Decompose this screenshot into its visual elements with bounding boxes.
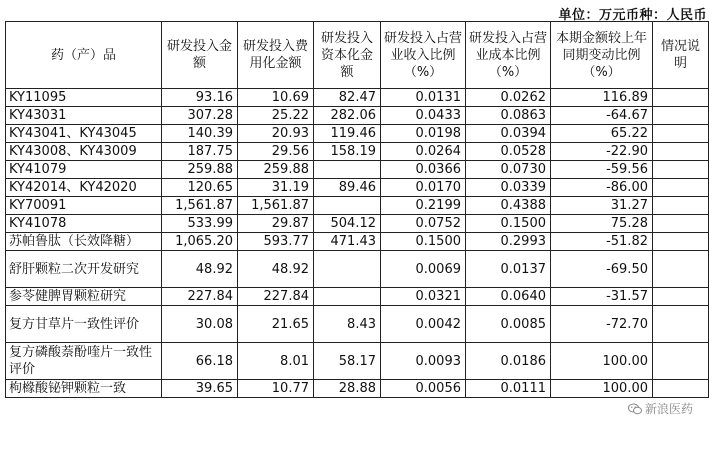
header-rd-expensed: 研发投入费用化金额 bbox=[238, 22, 314, 89]
cell-rd-capitalized: 89.46 bbox=[314, 179, 381, 197]
table-row bbox=[6, 161, 709, 179]
cell-rd-expensed: 29.87 bbox=[238, 215, 314, 233]
rd-investment-table bbox=[5, 21, 709, 398]
cell-product-name: 参苓健脾胃颗粒研究 bbox=[6, 288, 162, 306]
watermark-text: 新浪医药 bbox=[644, 402, 693, 416]
cell-cost-ratio: 0.0111 bbox=[466, 380, 551, 398]
header-cost-ratio: 研发投入占营业成本比例（%） bbox=[466, 22, 551, 89]
cell-yoy-change: 75.28 bbox=[551, 215, 653, 233]
cell-rd-expensed: 21.65 bbox=[238, 306, 314, 343]
cell-cost-ratio: 0.0339 bbox=[466, 179, 551, 197]
cell-note bbox=[653, 380, 709, 398]
cell-yoy-change: -86.00 bbox=[551, 179, 653, 197]
cell-yoy-change: 65.22 bbox=[551, 125, 653, 143]
header-product: 药（产）品 bbox=[6, 22, 162, 89]
table-row bbox=[6, 143, 709, 161]
cell-product-name: KY41078 bbox=[6, 215, 162, 233]
cell-revenue-ratio: 0.0170 bbox=[381, 179, 466, 197]
cell-rd-capitalized: 28.88 bbox=[314, 380, 381, 398]
cell-product-name: KY70091 bbox=[6, 197, 162, 215]
cell-product-name: KY41079 bbox=[6, 161, 162, 179]
cell-rd-total: 120.65 bbox=[162, 179, 238, 197]
cell-note bbox=[653, 197, 709, 215]
table-row bbox=[6, 89, 709, 107]
table-row bbox=[6, 343, 709, 380]
cell-product-name: KY11095 bbox=[6, 89, 162, 107]
cell-rd-total: 259.88 bbox=[162, 161, 238, 179]
cell-cost-ratio: 0.0085 bbox=[466, 306, 551, 343]
cell-cost-ratio: 0.0640 bbox=[466, 288, 551, 306]
cell-rd-total: 187.75 bbox=[162, 143, 238, 161]
header-yoy-change: 本期金额较上年同期变动比例（%） bbox=[551, 22, 653, 89]
cell-rd-total: 93.16 bbox=[162, 89, 238, 107]
cell-rd-expensed: 259.88 bbox=[238, 161, 314, 179]
cell-yoy-change: -31.57 bbox=[551, 288, 653, 306]
header-rd-capitalized: 研发投入资本化金额 bbox=[314, 22, 381, 89]
cell-note bbox=[653, 288, 709, 306]
cell-revenue-ratio: 0.0321 bbox=[381, 288, 466, 306]
cell-note bbox=[653, 89, 709, 107]
cell-product-name: 复方甘草片一致性评价 bbox=[6, 306, 162, 343]
cell-rd-expensed: 593.77 bbox=[238, 233, 314, 251]
table-row bbox=[6, 125, 709, 143]
cell-note bbox=[653, 179, 709, 197]
cell-cost-ratio: 0.0262 bbox=[466, 89, 551, 107]
table-row bbox=[6, 288, 709, 306]
cell-note bbox=[653, 233, 709, 251]
cell-revenue-ratio: 0.0069 bbox=[381, 251, 466, 288]
unit-currency-line: 单位：万元币种：人民币 bbox=[558, 8, 707, 23]
cell-product-name: 舒肝颗粒二次开发研究 bbox=[6, 251, 162, 288]
cell-yoy-change: -51.82 bbox=[551, 233, 653, 251]
cell-rd-expensed: 10.69 bbox=[238, 89, 314, 107]
cell-rd-total: 30.08 bbox=[162, 306, 238, 343]
cell-note bbox=[653, 251, 709, 288]
cell-revenue-ratio: 0.2199 bbox=[381, 197, 466, 215]
cell-revenue-ratio: 0.1500 bbox=[381, 233, 466, 251]
cell-yoy-change: -22.90 bbox=[551, 143, 653, 161]
cell-rd-expensed: 227.84 bbox=[238, 288, 314, 306]
cell-rd-expensed: 8.01 bbox=[238, 343, 314, 380]
cell-yoy-change: 100.00 bbox=[551, 343, 653, 380]
cell-rd-total: 1,561.87 bbox=[162, 197, 238, 215]
cell-cost-ratio: 0.2993 bbox=[466, 233, 551, 251]
cell-revenue-ratio: 0.0264 bbox=[381, 143, 466, 161]
cell-cost-ratio: 0.0730 bbox=[466, 161, 551, 179]
cell-rd-expensed: 1,561.87 bbox=[238, 197, 314, 215]
cell-rd-capitalized bbox=[314, 197, 381, 215]
cell-rd-capitalized: 119.46 bbox=[314, 125, 381, 143]
cell-cost-ratio: 0.0528 bbox=[466, 143, 551, 161]
cell-rd-total: 533.99 bbox=[162, 215, 238, 233]
cell-note bbox=[653, 107, 709, 125]
cell-rd-total: 66.18 bbox=[162, 343, 238, 380]
cell-rd-total: 48.92 bbox=[162, 251, 238, 288]
cell-rd-capitalized: 58.17 bbox=[314, 343, 381, 380]
table-row bbox=[6, 251, 709, 288]
cell-rd-total: 39.65 bbox=[162, 380, 238, 398]
cell-note bbox=[653, 161, 709, 179]
cell-cost-ratio: 0.0394 bbox=[466, 125, 551, 143]
cell-cost-ratio: 0.0863 bbox=[466, 107, 551, 125]
cell-yoy-change: -72.70 bbox=[551, 306, 653, 343]
cell-rd-expensed: 29.56 bbox=[238, 143, 314, 161]
cell-yoy-change: -64.67 bbox=[551, 107, 653, 125]
cell-revenue-ratio: 0.0752 bbox=[381, 215, 466, 233]
cell-rd-expensed: 10.77 bbox=[238, 380, 314, 398]
table-row bbox=[6, 179, 709, 197]
cell-yoy-change: 100.00 bbox=[551, 380, 653, 398]
cell-yoy-change: 116.89 bbox=[551, 89, 653, 107]
cell-rd-expensed: 48.92 bbox=[238, 251, 314, 288]
cell-rd-capitalized bbox=[314, 251, 381, 288]
cell-rd-capitalized: 8.43 bbox=[314, 306, 381, 343]
cell-rd-total: 140.39 bbox=[162, 125, 238, 143]
cell-revenue-ratio: 0.0042 bbox=[381, 306, 466, 343]
cell-rd-capitalized bbox=[314, 288, 381, 306]
cell-note bbox=[653, 215, 709, 233]
header-rd-total: 研发投入金额 bbox=[162, 22, 238, 89]
wechat-icon bbox=[628, 403, 642, 415]
cell-product-name: 枸橼酸铋钾颗粒一致 bbox=[6, 380, 162, 398]
table-row bbox=[6, 107, 709, 125]
cell-product-name: 复方磷酸萘酚喹片一致性评价 bbox=[6, 343, 162, 380]
cell-rd-total: 227.84 bbox=[162, 288, 238, 306]
cell-rd-total: 307.28 bbox=[162, 107, 238, 125]
cell-revenue-ratio: 0.0056 bbox=[381, 380, 466, 398]
cell-product-name: KY42014、KY42020 bbox=[6, 179, 162, 197]
cell-revenue-ratio: 0.0093 bbox=[381, 343, 466, 380]
cell-rd-capitalized: 282.06 bbox=[314, 107, 381, 125]
cell-rd-expensed: 25.22 bbox=[238, 107, 314, 125]
cell-note bbox=[653, 143, 709, 161]
cell-product-name: KY43041、KY43045 bbox=[6, 125, 162, 143]
cell-note bbox=[653, 125, 709, 143]
table-row bbox=[6, 380, 709, 398]
cell-cost-ratio: 0.1500 bbox=[466, 215, 551, 233]
cell-rd-capitalized: 82.47 bbox=[314, 89, 381, 107]
cell-rd-expensed: 31.19 bbox=[238, 179, 314, 197]
table-header-row bbox=[6, 22, 709, 89]
cell-product-name: KY43031 bbox=[6, 107, 162, 125]
cell-product-name: 苏帕鲁肽（长效降糖） bbox=[6, 233, 162, 251]
cell-note bbox=[653, 343, 709, 380]
cell-note bbox=[653, 306, 709, 343]
cell-revenue-ratio: 0.0433 bbox=[381, 107, 466, 125]
cell-rd-capitalized bbox=[314, 161, 381, 179]
table-row bbox=[6, 306, 709, 343]
table-row bbox=[6, 233, 709, 251]
cell-rd-capitalized: 471.43 bbox=[314, 233, 381, 251]
cell-revenue-ratio: 0.0198 bbox=[381, 125, 466, 143]
cell-revenue-ratio: 0.0366 bbox=[381, 161, 466, 179]
cell-revenue-ratio: 0.0131 bbox=[381, 89, 466, 107]
cell-cost-ratio: 0.0137 bbox=[466, 251, 551, 288]
cell-product-name: KY43008、KY43009 bbox=[6, 143, 162, 161]
cell-yoy-change: -69.50 bbox=[551, 251, 653, 288]
header-note: 情况说明 bbox=[653, 22, 709, 89]
cell-rd-expensed: 20.93 bbox=[238, 125, 314, 143]
watermark bbox=[628, 400, 693, 417]
cell-rd-total: 1,065.20 bbox=[162, 233, 238, 251]
table-row bbox=[6, 197, 709, 215]
table-row bbox=[6, 215, 709, 233]
cell-cost-ratio: 0.4388 bbox=[466, 197, 551, 215]
cell-cost-ratio: 0.0186 bbox=[466, 343, 551, 380]
cell-yoy-change: 31.27 bbox=[551, 197, 653, 215]
header-revenue-ratio: 研发投入占营业收入比例（%） bbox=[381, 22, 466, 89]
cell-rd-capitalized: 504.12 bbox=[314, 215, 381, 233]
cell-yoy-change: -59.56 bbox=[551, 161, 653, 179]
cell-rd-capitalized: 158.19 bbox=[314, 143, 381, 161]
